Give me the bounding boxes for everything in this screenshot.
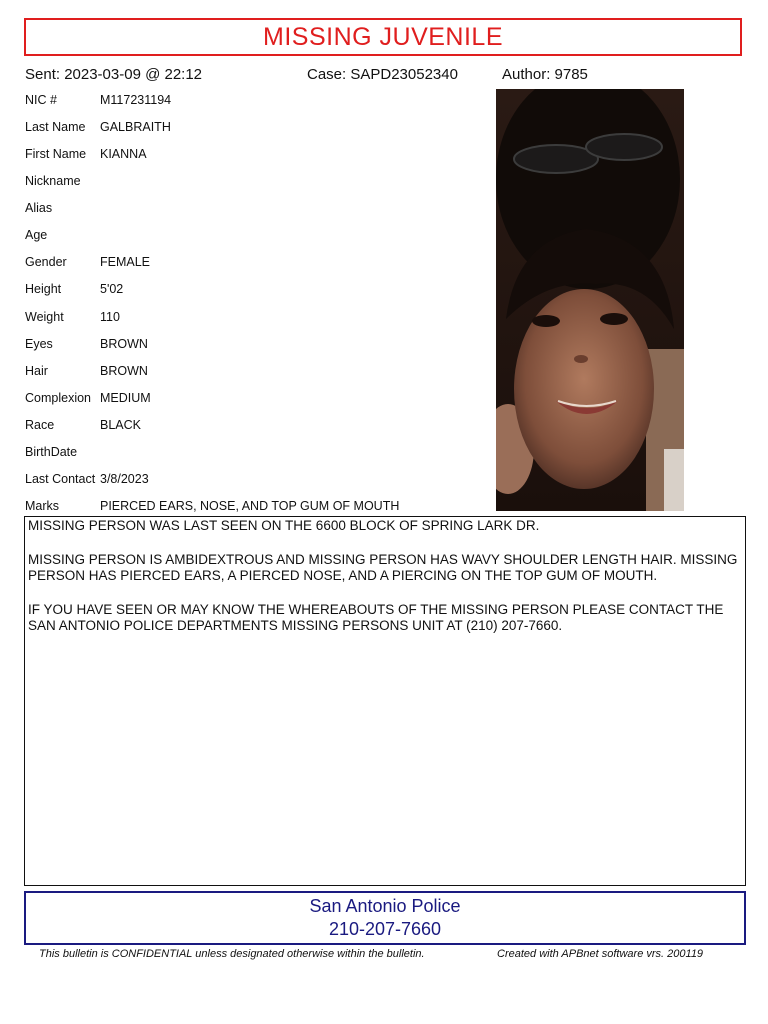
field-label-marks: Marks [25,499,60,513]
field-label-nic: NIC # [25,93,57,107]
author-id: Author: 9785 [502,66,588,83]
agency-phone: 210-207-7660 [328,919,442,939]
field-value-first-name: KIANNA [100,147,147,161]
missing-person-photo [496,89,684,511]
field-label-weight: Weight [25,310,64,324]
footer-confidential: This bulletin is CONFIDENTIAL unless designated otherwise within the bulletin. [39,948,425,960]
field-label-hair: Hair [25,364,48,378]
field-value-weight: 110 [100,310,120,324]
field-label-last-name: Last Name [25,120,86,134]
contact-box [24,891,746,945]
field-label-alias: Alias [25,201,53,215]
bulletin-title: MISSING JUVENILE [263,22,503,51]
field-value-nic: M117231194 [100,93,172,107]
field-value-last-name: GALBRAITH [100,120,171,134]
field-label-birthdate: BirthDate [25,445,78,459]
field-value-eyes: BROWN [100,337,148,351]
field-label-gender: Gender [25,255,67,269]
field-value-height: 5'02 [100,282,124,296]
field-value-last-contact: 3/8/2023 [100,472,149,486]
field-label-first-name: First Name [25,147,87,161]
agency-name: San Antonio Police [309,896,461,916]
bulletin-title-box [24,18,742,56]
field-value-gender: FEMALE [100,255,151,269]
field-value-complexion: MEDIUM [100,391,151,405]
field-value-race: BLACK [100,418,141,432]
field-label-height: Height [25,282,62,296]
narrative-paragraph-last-seen: MISSING PERSON WAS LAST SEEN ON THE 6600 BLOCK OF SPRING LARK DR. [28,518,540,533]
field-label-last-contact: Last Contact [25,472,96,486]
sent-datetime: Sent: 2023-03-09 @ 22:12 [25,66,203,83]
field-label-age: Age [25,228,48,242]
narrative-paragraph-description: MISSING PERSON IS AMBIDEXTROUS AND MISSING PERSON HAS WAVY SHOULDER LENGTH HAIR. MISSING PERSON HAS PIERCED EARS, A PIERCED NOSE, AND A PIERCING ON THE TOP GUM OF MOUTH. [28,551,738,583]
narrative-paragraph-contact: IF YOU HAVE SEEN OR MAY KNOW THE WHEREABOUTS OF THE MISSING PERSON PLEASE CONTACT THE SAN ANTONIO POLICE DEPARTMENTS MISSING PERSONS UNIT AT (210) 207-7660. [28,601,724,633]
narrative-box [24,516,746,886]
field-value-hair: BROWN [100,364,148,378]
field-value-marks: PIERCED EARS, NOSE, AND TOP GUM OF MOUTH [100,499,400,513]
footer-software: Created with APBnet software vrs. 200119 [497,948,704,960]
field-label-race: Race [25,418,55,432]
field-label-complexion: Complexion [25,391,92,405]
field-label-eyes: Eyes [25,337,53,351]
case-number: Case: SAPD23052340 [307,66,458,83]
field-label-nickname: Nickname [25,174,81,188]
